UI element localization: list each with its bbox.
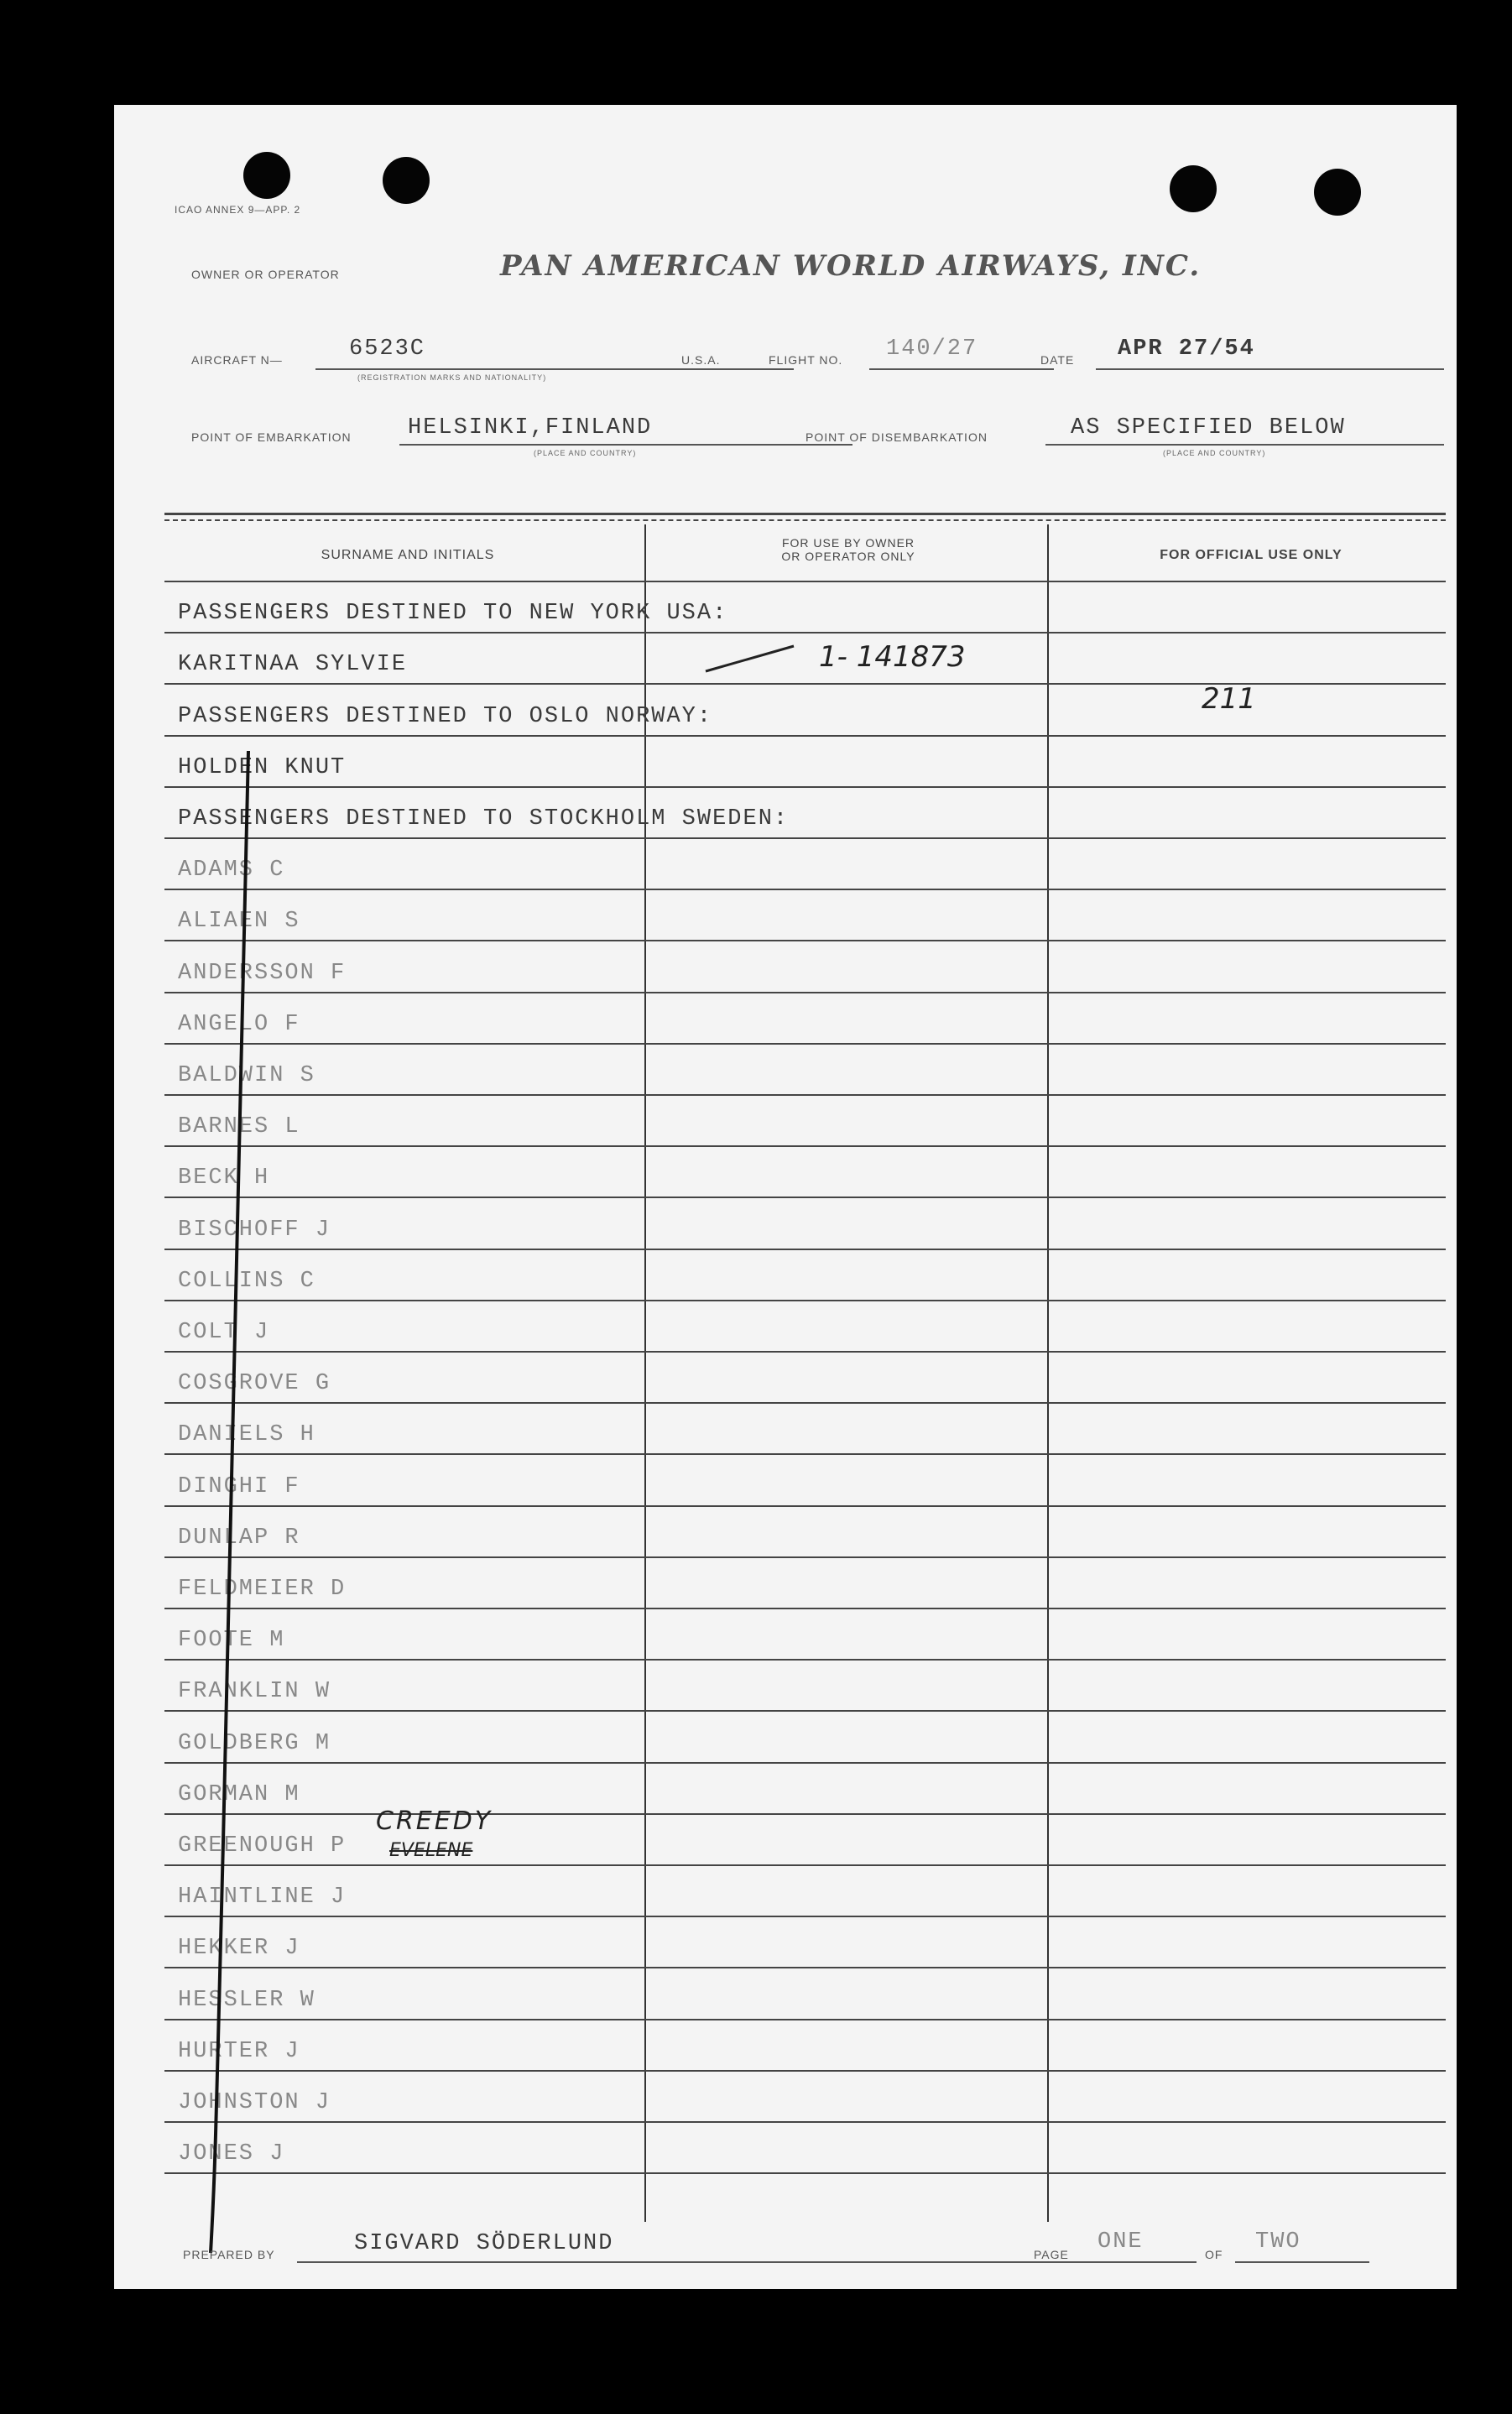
row-line [164, 2121, 1446, 2123]
row-line [164, 1864, 1446, 1866]
prepared-label: PREPARED BY [183, 2248, 275, 2261]
date-label: DATE [1040, 353, 1075, 367]
passenger-name: FRANKLIN W [178, 1679, 331, 1705]
punch-hole-1 [243, 152, 290, 199]
row-line [164, 1916, 1446, 1917]
flight-label: FLIGHT NO. [769, 353, 843, 367]
passenger-name: FOOTE M [178, 1628, 285, 1654]
margin-line [206, 751, 257, 2261]
aircraft-label: AIRCRAFT N— [191, 353, 283, 367]
name-correction: CREEDY [376, 1807, 493, 1836]
row-line [164, 992, 1446, 993]
destination-heading: PASSENGERS DESTINED TO OSLO NORWAY: [178, 703, 713, 729]
row-line [164, 786, 1446, 788]
surname-header: SURNAME AND INITIALS [321, 548, 495, 562]
flight-number: 140/27 [886, 336, 978, 362]
passenger-name: JOHNSTON J [178, 2090, 331, 2115]
page-label: PAGE [1034, 2248, 1069, 2261]
form-reference: ICAO ANNEX 9—APP. 2 [175, 204, 301, 216]
ticket-number: 1- 141873 [819, 640, 966, 674]
passenger-name: KARITNAA SYLVIE [178, 652, 408, 678]
owner-label: OWNER OR OPERATOR [191, 268, 340, 281]
passenger-name: BARNES L [178, 1114, 300, 1140]
row-line [164, 1249, 1446, 1250]
owner-use-header-1: FOR USE BY OWNER [781, 536, 915, 550]
passenger-name: ANDERSSON F [178, 960, 347, 986]
row-line [164, 2019, 1446, 2020]
passenger-name: BALDWIN S [178, 1063, 315, 1088]
row-line [164, 1043, 1446, 1045]
passenger-name: BECK H [178, 1165, 270, 1191]
embark-place-note: (PLACE AND COUNTRY) [534, 449, 637, 457]
disembark-place-note: (PLACE AND COUNTRY) [1163, 449, 1266, 457]
passenger-name: HEKKER J [178, 1936, 300, 1962]
usa-label: U.S.A. [681, 353, 721, 367]
row-line [164, 1453, 1446, 1455]
row-line [164, 1967, 1446, 1968]
punch-hole-3 [1170, 165, 1217, 212]
row-line [164, 1351, 1446, 1353]
embarkation-place: HELSINKI,FINLAND [408, 415, 653, 441]
passenger-name: ALIAEN S [178, 909, 300, 935]
row-line [164, 1813, 1446, 1815]
operator-name: PAN AMERICAN WORLD AIRWAYS, INC. [500, 249, 1202, 283]
prepared-by: SIGVARD SÖDERLUND [354, 2231, 614, 2256]
passenger-name: COSGROVE G [178, 1371, 331, 1397]
row-line [164, 837, 1446, 839]
passenger-name: ANGELO F [178, 1011, 300, 1037]
passenger-name: COLT J [178, 1320, 270, 1345]
page-total: TWO [1255, 2229, 1301, 2255]
passenger-name: BISCHOFF J [178, 1217, 331, 1243]
passenger-name: GORMAN M [178, 1781, 300, 1807]
check-mark [701, 642, 802, 675]
row-line [164, 889, 1446, 890]
row-line [164, 1710, 1446, 1712]
manifest-page [114, 105, 1457, 2289]
column-divider-2 [1047, 524, 1049, 2222]
column-divider-1 [644, 524, 646, 2222]
destination-heading: PASSENGERS DESTINED TO NEW YORK USA: [178, 601, 728, 627]
row-line [164, 632, 1446, 633]
of-label: OF [1205, 2248, 1223, 2261]
passenger-name: GOLDBERG M [178, 1730, 331, 1756]
passenger-name: HOLDEN KNUT [178, 754, 347, 780]
destination-heading: PASSENGERS DESTINED TO STOCKHOLM SWEDEN: [178, 806, 790, 832]
passenger-name: ADAMS C [178, 858, 285, 884]
row-line [164, 2070, 1446, 2072]
passenger-name: HESSLER W [178, 1987, 315, 2013]
row-line [164, 683, 1446, 685]
passenger-name: COLLINS C [178, 1268, 315, 1294]
punch-hole-4 [1314, 169, 1361, 216]
row-line [164, 940, 1446, 941]
row-line [164, 1300, 1446, 1301]
page-number: ONE [1098, 2229, 1144, 2255]
struck-name: EVELENE [389, 1840, 473, 1861]
row-line [164, 1402, 1446, 1404]
row-line [164, 1197, 1446, 1198]
passenger-name: GREENOUGH P [178, 1833, 347, 1859]
row-line [164, 1608, 1446, 1609]
row-line [164, 1505, 1446, 1507]
row-line [164, 1094, 1446, 1096]
row-line [164, 1762, 1446, 1764]
row-line [164, 735, 1446, 737]
flight-date: APR 27/54 [1118, 336, 1255, 362]
punch-hole-2 [383, 157, 430, 204]
row-line [164, 2172, 1446, 2174]
passenger-name: DINGHI F [178, 1473, 300, 1499]
passenger-name: HAINTLINE J [178, 1885, 347, 1911]
disembarkation-label: POINT OF DISEMBARKATION [806, 430, 988, 444]
passenger-name: DANIELS H [178, 1422, 315, 1448]
registration-note: (REGISTRATION MARKS AND NATIONALITY) [357, 373, 547, 382]
row-line [164, 1659, 1446, 1661]
disembarkation-place: AS SPECIFIED BELOW [1071, 415, 1346, 441]
official-header: FOR OFFICIAL USE ONLY [1160, 548, 1343, 562]
embarkation-label: POINT OF EMBARKATION [191, 430, 352, 444]
passenger-name: JONES J [178, 2141, 285, 2167]
passenger-name: FELDMEIER D [178, 1577, 347, 1602]
row-line [164, 1145, 1446, 1147]
passenger-name: HURTER J [178, 2038, 300, 2064]
row-line [164, 1556, 1446, 1558]
passenger-name: DUNLAP R [178, 1525, 300, 1551]
owner-use-header-2: OR OPERATOR ONLY [781, 550, 915, 563]
official-mark: 211 [1202, 682, 1256, 716]
aircraft-number: 6523C [349, 336, 426, 362]
